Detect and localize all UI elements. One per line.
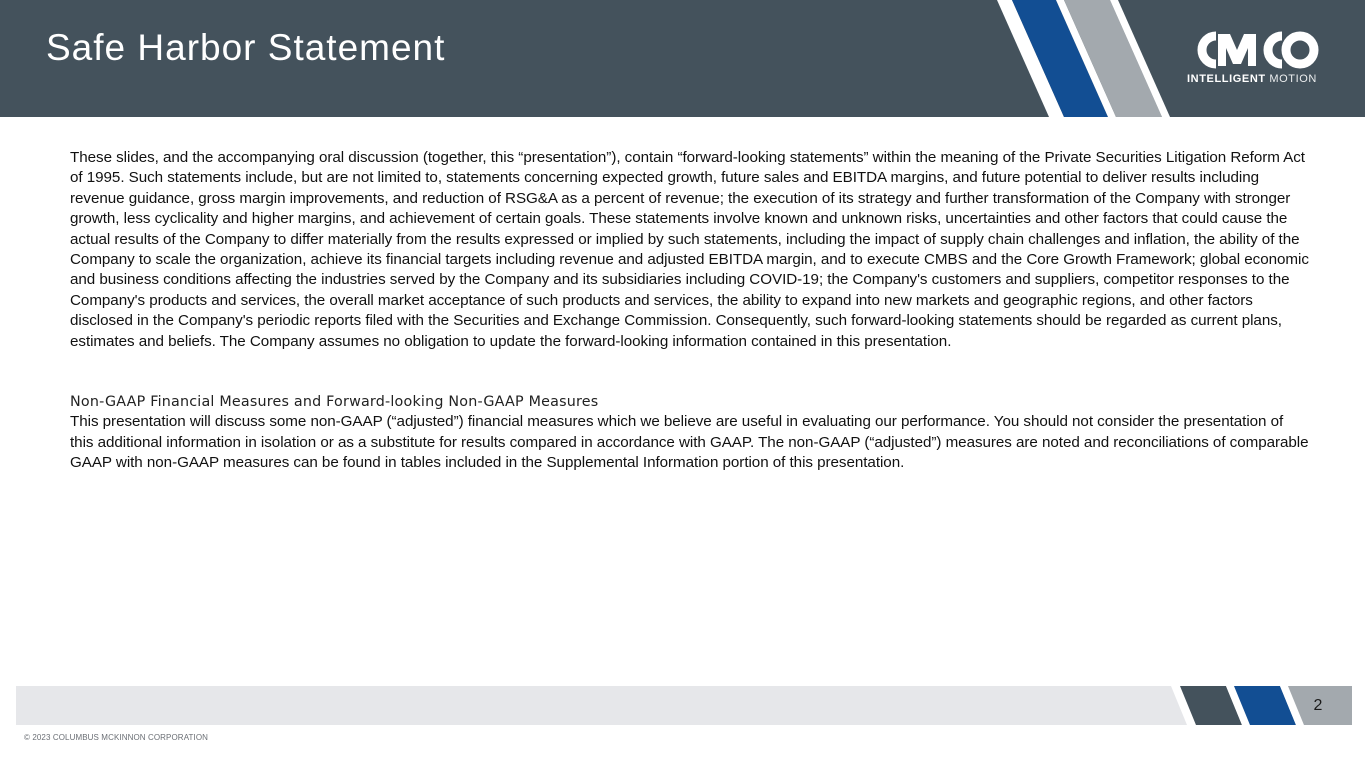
safe-harbor-paragraph: These slides, and the accompanying oral discussion (together, this “presentation”), contain “forward-looking statements” within the meaning of the Private Securities Litigation Reform Act of 1995. Such statements include, but are not limited to, statements concerning expected growth, future sales and EBITDA margins, and future potential to deliver results including revenue guidance, gross margin improvements, and reduction of RSG&A as a percent of revenue; the execution of its strategy and further transformation of the Company with stronger growth, less cyclicality and higher margins, and achievement of certain goals. These statements involve known and unknown risks, uncertainties and other factors that could cause the actual results of the Company to differ materially from the results expressed or implied by such statements, including the impact of supply chain challenges and inflation, the ability of the Company to scale the organization, achieve its financial targets including revenue and adjusted EBITDA margin, and to execute CMBS and the Core Growth Framework; global economic and business conditions affecting the industries served by the Company and its subsidiaries including COVID-19; the Company's customers and suppliers, competitor responses to the Company's products and services, the overall market acceptance of such products and services, the ability to expand into new markets and geographic regions, and other factors disclosed in the Company's periodic reports filed with the Securities and Exchange Commission. Consequently, such forward-looking statements should be regarded as current plans, estimates and beliefs. The Company assumes no obligation to update the forward-looking information contained in this presentation. <box>70 149 1309 350</box>
page-title: Safe Harbor Statement <box>46 27 446 68</box>
non-gaap-paragraph: This presentation will discuss some non-GAAP (“adjusted”) financial measures which we believe are useful in evaluating our performance. You should not consider the presentation of this additional information in isolation or as a substitute for results compared in accordance with GAAP. The non-GAAP (“adjusted”) measures are noted and reconciliations of comparable GAAP with non-GAAP measures can be found in tables included in the Supplemental Information portion of this presentation. <box>70 413 1309 472</box>
logo-tagline-strong: INTELLIGENT <box>1187 73 1266 85</box>
cmco-logo-mark <box>1188 30 1320 70</box>
footer-accent-shapes <box>0 686 1365 725</box>
copyright-notice: © 2023 COLUMBUS MCKINNON CORPORATION <box>24 733 209 742</box>
page-number: 2 <box>1313 697 1323 714</box>
company-logo <box>1184 30 1324 90</box>
logo-tagline-light: MOTION <box>1269 73 1317 85</box>
logo-tagline <box>1187 72 1317 86</box>
slide-body <box>70 148 1310 474</box>
non-gaap-heading: Non-GAAP Financial Measures and Forward-looking Non-GAAP Measures <box>70 394 599 411</box>
slide-header <box>0 0 1365 117</box>
